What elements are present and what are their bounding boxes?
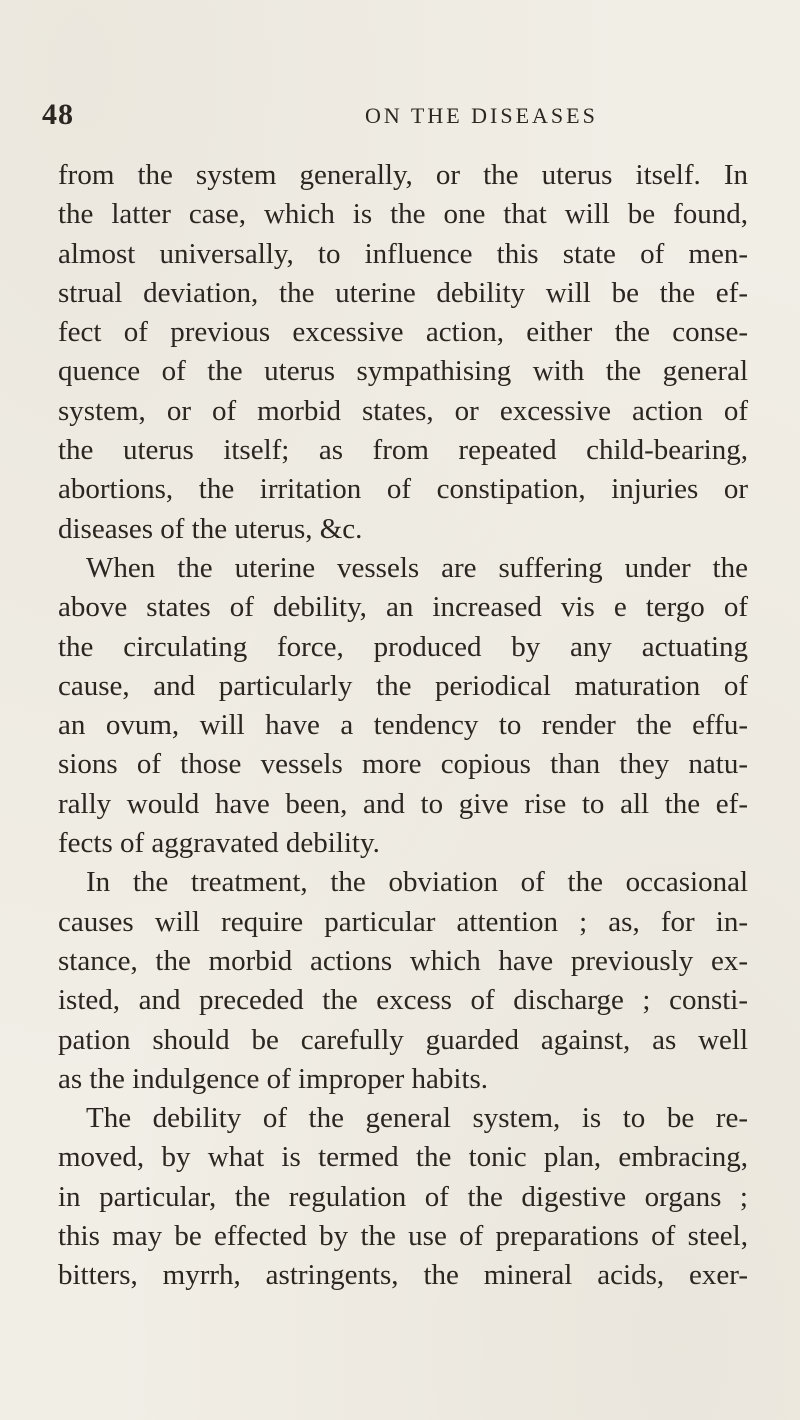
text-line: fects of aggravated debility. <box>58 827 380 860</box>
text-line: as the indulgence of improper habits. <box>58 1062 489 1095</box>
text-line: an ovum, will have a tendency to render the effu- <box>58 709 748 742</box>
text-line: sions of those vessels more copious than they natu- <box>58 748 748 781</box>
text-line: in particular, the regulation of the digestive organs ; <box>58 1180 748 1213</box>
text-line: stance, the morbid actions which have previously ex- <box>58 944 748 977</box>
text-line: this may be effected by the use of preparations of steel, <box>58 1220 748 1253</box>
text-line: quence of the uterus sympathising with the general <box>58 355 748 388</box>
text-line: isted, and preceded the excess of discharge ; consti- <box>58 984 748 1017</box>
page-number: 48 <box>42 98 74 131</box>
text-line: strual deviation, the uterine debility will be the ef- <box>58 276 748 309</box>
text-line: the circulating force, produced by any actuating <box>58 630 748 663</box>
text-line: causes will require particular attention ; as, for in- <box>58 905 748 938</box>
text-line: rally would have been, and to give rise to all the ef- <box>58 787 748 820</box>
body-text <box>58 156 748 1296</box>
text-line: above states of debility, an increased vis e tergo of <box>58 591 748 624</box>
text-line: almost universally, to influence this state of men- <box>58 237 748 270</box>
text-line: moved, by what is termed the tonic plan, embracing, <box>58 1141 748 1174</box>
text-line: from the system generally, or the uterus itself. In <box>58 159 748 191</box>
text-line: When the uterine vessels are suffering under the <box>86 551 748 584</box>
text-line: the latter case, which is the one that will be found, <box>58 198 748 231</box>
text-line: In the treatment, the obviation of the occasional <box>86 866 748 899</box>
text-line: bitters, myrrh, astringents, the mineral acids, exer- <box>58 1259 748 1292</box>
text-line: system, or of morbid states, or excessive action of <box>58 394 748 427</box>
text-line: The debility of the general system, is to be re- <box>86 1102 748 1135</box>
text-line: fect of previous excessive action, either the conse- <box>58 316 748 349</box>
text-line: abortions, the irritation of constipation, injuries or <box>58 473 748 506</box>
text-line: diseases of the uterus, &c. <box>58 512 363 545</box>
running-head <box>40 98 740 138</box>
text-line: pation should be carefully guarded against, as well <box>58 1023 748 1056</box>
text-line: cause, and particularly the periodical maturation of <box>58 669 748 702</box>
running-head-title: ON THE DISEASES <box>365 103 598 128</box>
text-line: the uterus itself; as from repeated child-bearing, <box>58 434 748 467</box>
